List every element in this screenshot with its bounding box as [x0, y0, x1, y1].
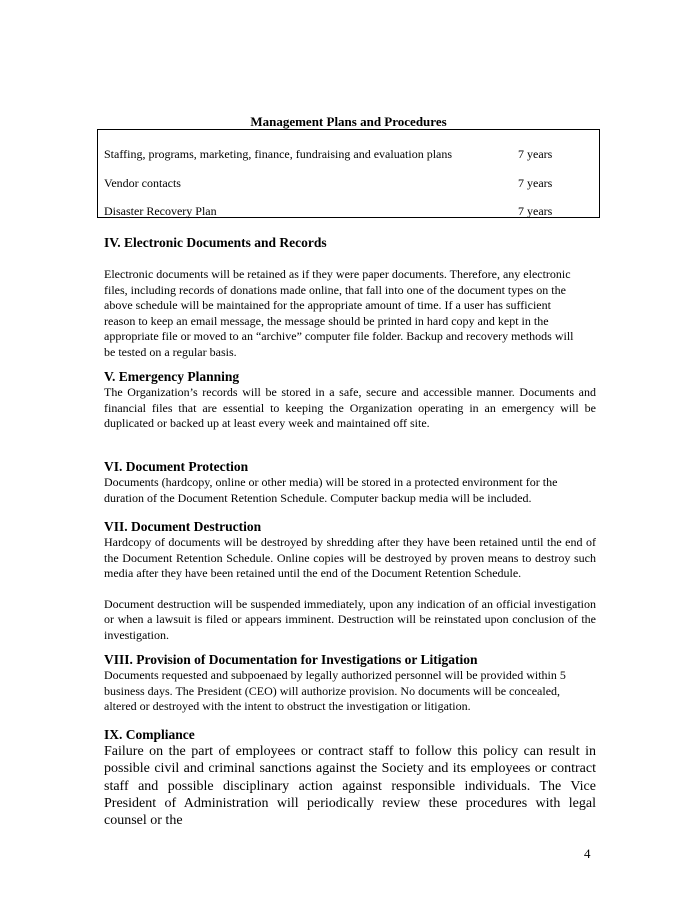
text-line: above schedule will be maintained for the appropriate amount of time. If a user has sufficient: [104, 298, 551, 312]
text-line: Electronic documents will be retained as if they were paper documents. Therefore, any electronic: [104, 267, 571, 281]
retention-table: [97, 129, 600, 218]
section-heading: IV. Electronic Documents and Records: [104, 235, 327, 250]
text-line: Documents requested and subpoenaed by legally authorized personnel will be provided within 5: [104, 668, 566, 682]
text-line: files, including records of donations made online, that fall into one of the document types on the: [104, 282, 566, 297]
section-body: [104, 267, 596, 360]
text-line: altered or destroyed with the intent to obstruct the investigation or litigation.: [104, 699, 471, 713]
section-heading: V. Emergency Planning: [104, 369, 240, 384]
section-heading: VII. Document Destruction: [104, 519, 262, 534]
section-body: Failure on the part of employees or contract staff to follow this policy can result in possible civil and criminal sanctions against the Society and its employees or contract staff and possible disciplinary action against responsible individuals. The Vice President of Administration will periodically review these procedures with legal counsel or the: [104, 744, 596, 829]
row-retention: 7 years: [518, 147, 553, 161]
section-heading: VIII. Provision of Documentation for Investigations or Litigation: [104, 652, 478, 667]
row-category: Disaster Recovery Plan: [104, 204, 217, 218]
row-retention: 7 years: [518, 176, 553, 190]
row-category: Vendor contacts: [104, 176, 181, 190]
text-line: business days. The President (CEO) will authorize provision. No documents will be concealed,: [104, 683, 561, 698]
section-emergency-planning: [104, 369, 596, 432]
page-number: 4: [584, 846, 591, 861]
section-document-protection: [104, 459, 596, 506]
section-body: Document destruction will be suspended immediately, upon any indication of an official investigation or when a lawsuit is filed or appears imminent. Destruction will be reinstated upon conclusion of the investigation.: [104, 596, 596, 642]
text-line: Documents (hardcopy, online or other media) will be stored in a protected environment for the: [104, 475, 558, 489]
text-line: be tested on a regular basis.: [104, 344, 237, 359]
row-retention: 7 years: [518, 204, 553, 218]
section-compliance: [104, 727, 596, 829]
section-body: Hardcopy of documents will be destroyed by shredding after they have been retained until the end of the Document Retention Schedule. Online copies will be destroyed by proven means to destroy such media after they have been retained until the end of the Document Retention Schedule.: [104, 535, 596, 580]
text-line: duration of the Document Retention Schedule. Computer backup media will be included.: [104, 490, 532, 505]
section-body: The Organization’s records will be stored in a safe, secure and accessible manner. Documents and financial files that are essential to keeping the Organization operating in an emergency will be duplicated or backed up at least every week and maintained off site.: [104, 385, 596, 430]
section-heading: VI. Document Protection: [104, 459, 249, 474]
table-title: Management Plans and Procedures: [250, 114, 447, 129]
text-line: reason to keep an email message, the message should be printed in hard copy and kept in the: [104, 313, 549, 328]
section-provision-documentation: [104, 652, 596, 715]
section-electronic-documents: [104, 235, 596, 360]
section-document-destruction: [104, 519, 596, 643]
row-category: Staffing, programs, marketing, finance, fundraising and evaluation plans: [104, 147, 453, 161]
section-heading: IX. Compliance: [104, 727, 195, 742]
text-line: appropriate file or moved to an “archive” computer file folder. Backup and recovery methods will: [104, 329, 574, 343]
